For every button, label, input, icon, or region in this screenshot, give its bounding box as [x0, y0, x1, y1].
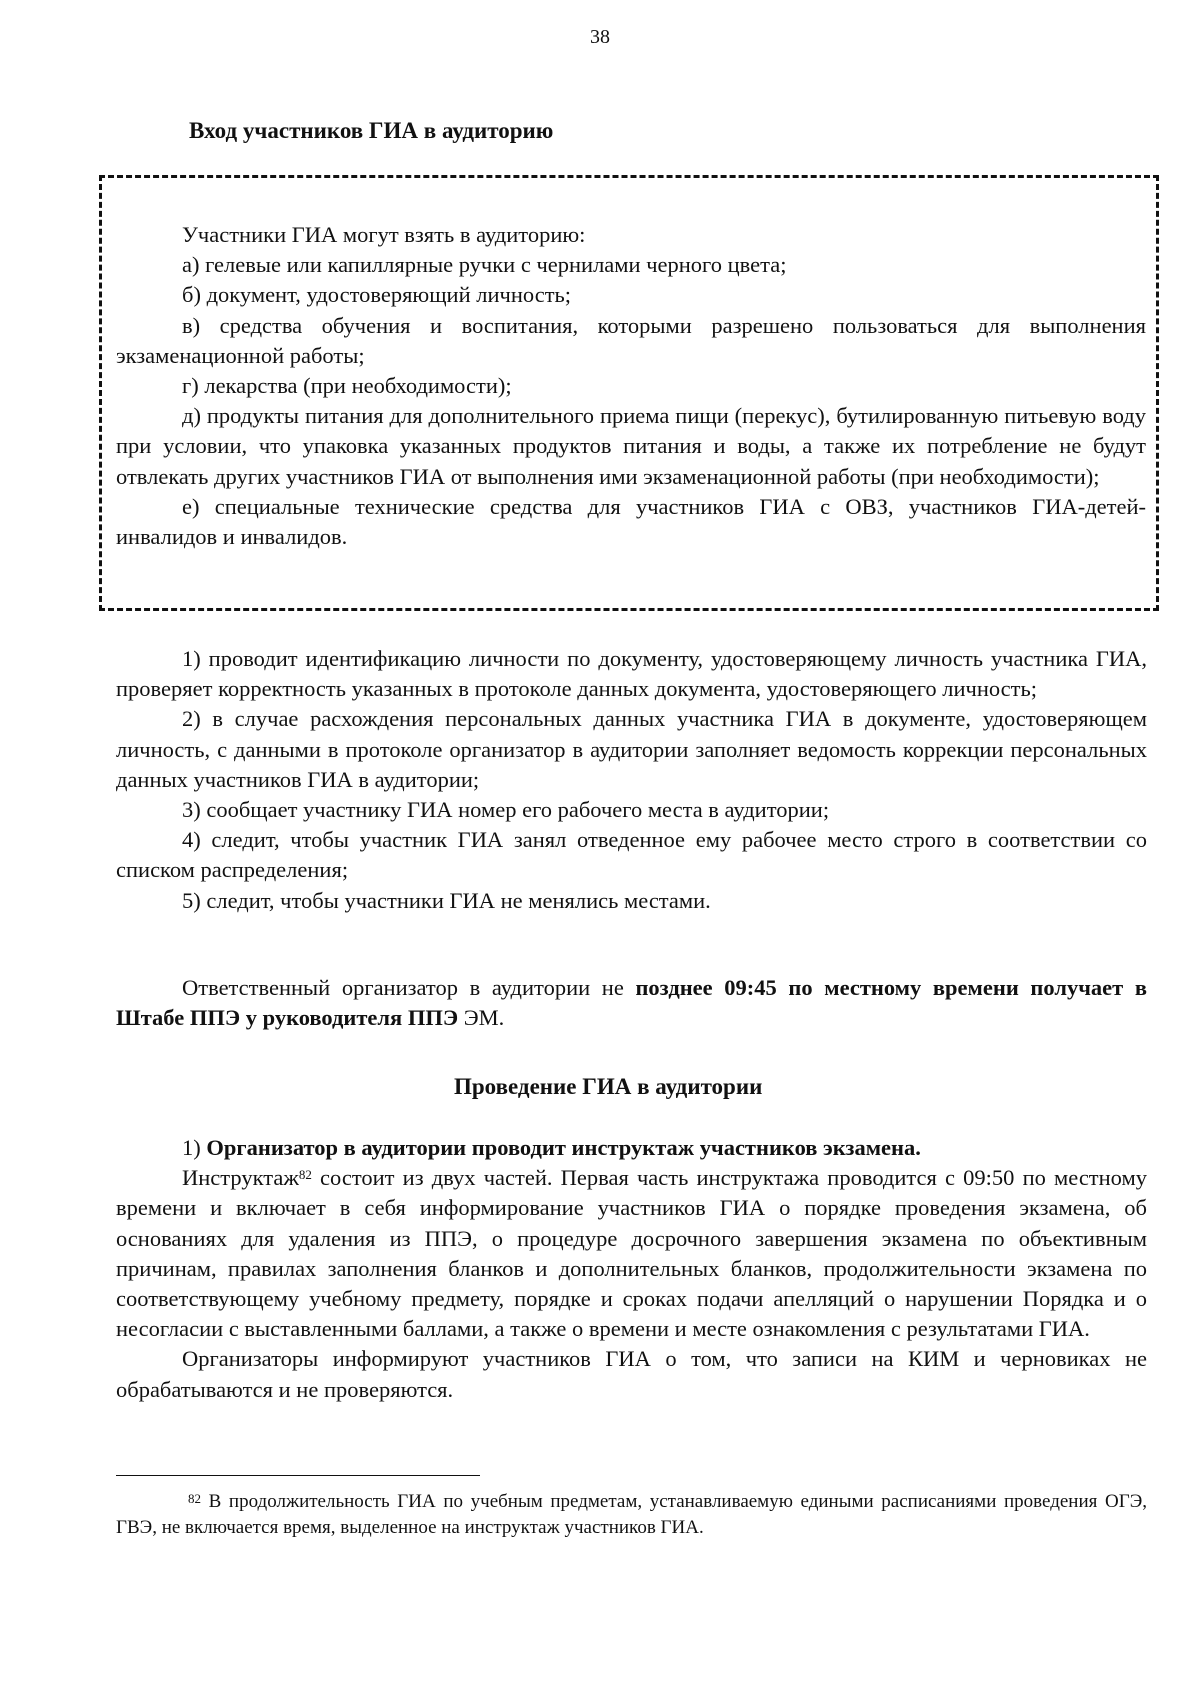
allowed-item-d: д) продукты питания для дополнительного приема пищи (перекус), бутилированную питьевую воду при условии, что упаковка указанных продуктов питания и воды, а также их потребление не будут отвлекать других участников ГИА от выполнения ими экзаменационной работы (при необходимости);	[116, 403, 1146, 489]
em-text-part1: Ответственный организатор в аудитории не	[182, 975, 636, 1000]
allowed-items-list	[116, 220, 1146, 552]
footnote-number: 82	[188, 1491, 201, 1506]
organizers-paragraph: Организаторы информируют участников ГИА о том, что записи на КИМ и черновиках не обрабатываются и не проверяются.	[116, 1346, 1147, 1402]
entry-step-2: 2) в случае расхождения персональных данных участника ГИА в документе, удостоверяющем личность, с данными в протоколе организатор в аудитории заполняет ведомость коррекции персональных данных участников ГИА в аудитории;	[116, 706, 1147, 792]
allowed-item-v: в) средства обучения и воспитания, которыми разрешено пользоваться для выполнения экзаменационной работы;	[116, 312, 1146, 368]
entry-steps	[116, 644, 1147, 916]
allowed-item-e: е) специальные технические средства для участников ГИА с ОВЗ, участников ГИА-детей-инвалидов и инвалидов.	[116, 493, 1146, 550]
entry-step-4: 4) следит, чтобы участник ГИА занял отведенное ему рабочее место строго в соответствии со списком распределения;	[116, 827, 1147, 883]
conduct-step-1	[116, 1133, 1147, 1163]
footnote	[116, 1489, 1147, 1541]
allowed-item-b: б) документ, удостоверяющий личность;	[182, 282, 572, 308]
footnote-text: В продолжительность ГИА по учебным предметам, устанавливаемую едиными расписаниями проведения ОГЭ, ГВЭ, не включается время, выделенное на инструктаж участников ГИА.	[116, 1491, 1147, 1538]
allowed-item-a: а) гелевые или капиллярные ручки с чернилами черного цвета;	[182, 252, 787, 278]
footnote-separator	[116, 1475, 480, 1476]
instruction-paragraph	[116, 1163, 1147, 1344]
conduct-section	[116, 1133, 1147, 1405]
allowed-items-box	[99, 175, 1159, 611]
allowed-item-g: г) лекарства (при необходимости);	[182, 373, 512, 399]
section-heading-conduct: Проведение ГИА в аудитории	[454, 1074, 763, 1099]
instruction-word: Инструктаж	[182, 1165, 299, 1191]
em-text-part2: ЭМ.	[458, 1005, 505, 1031]
conduct-step-1-bold: Организатор в аудитории проводит инструктаж участников экзамена.	[206, 1135, 921, 1160]
instruction-text: состоит из двух частей. Первая часть инструктажа проводится с 09:50 по местному времени и включает в себя информирование участников ГИА о порядке проведения экзамена, об основаниях для удаления из ППЭ, о процедуре досрочного завершения экзамена по объективным причинам, правилах заполнения бланков и дополнительных бланков, продолжительности экзамена по соответствующему учебному предмету, порядке и сроках подачи апелляций о нарушении Порядка и о несогласии с выставленными баллами, а также о времени и месте ознакомления с результатами ГИА.	[116, 1165, 1147, 1342]
conduct-step-1-num: 1)	[182, 1135, 207, 1160]
em-text-bold: позднее 09:45 по местному времени получает в Штабе ППЭ у руководителя ППЭ	[116, 975, 1147, 1031]
page-number: 38	[590, 26, 610, 48]
em-receipt-paragraph	[116, 973, 1147, 1033]
entry-step-3: 3) сообщает участнику ГИА номер его рабочего места в аудитории;	[182, 797, 830, 823]
entry-step-1: 1) проводит идентификацию личности по документу, удостоверяющему личность участника ГИА, проверяет корректность указанных в протоколе данных документа, удостоверяющего личность;	[116, 646, 1147, 702]
allowed-items-intro: Участники ГИА могут взять в аудиторию:	[182, 222, 586, 247]
footnote-ref[interactable]: 82	[298, 1167, 312, 1183]
entry-step-5: 5) следит, чтобы участники ГИА не менялись местами.	[182, 887, 711, 913]
section-heading-entry: Вход участников ГИА в аудиторию	[189, 118, 554, 143]
em-receipt-text	[116, 973, 1147, 1033]
